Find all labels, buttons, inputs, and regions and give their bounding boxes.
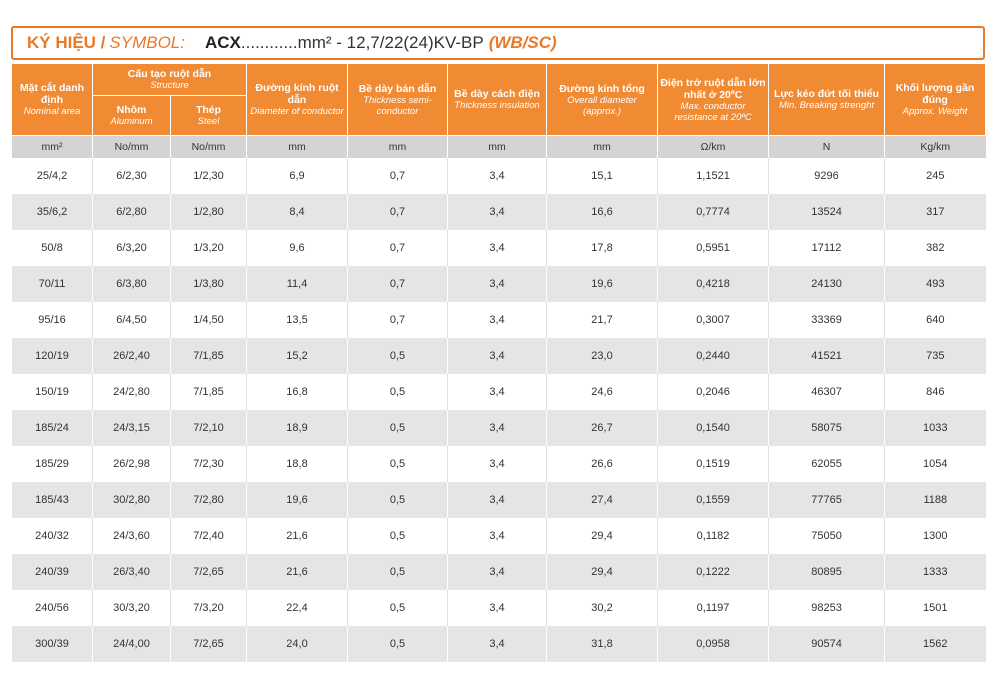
table-cell: 3,4	[448, 590, 547, 626]
table-cell: 80895	[769, 554, 885, 590]
table-cell: 90574	[769, 626, 885, 662]
table-cell: 0,5	[348, 410, 448, 446]
table-cell: 6/3,80	[93, 266, 171, 302]
table-cell: 16,8	[247, 374, 348, 410]
table-cell: 0,5	[348, 554, 448, 590]
table-cell: 6/2,80	[93, 194, 171, 230]
product-suffix: (WB/SC)	[488, 33, 557, 52]
table-cell: 26/2,98	[93, 446, 171, 482]
table-cell: 0,3007	[658, 302, 769, 338]
table-cell: 0,7774	[658, 194, 769, 230]
table-cell: 3,4	[448, 194, 547, 230]
table-cell: 62055	[769, 446, 885, 482]
table-cell: 77765	[769, 482, 885, 518]
table-cell: 240/39	[12, 554, 93, 590]
table-cell: 29,4	[547, 554, 658, 590]
table-row	[12, 446, 986, 482]
table-row	[12, 410, 986, 446]
table-cell: 8,4	[247, 194, 348, 230]
header-weight: Khối lượng gần đúng Approx. Weight	[885, 64, 986, 136]
table-cell: 7/2,65	[171, 554, 247, 590]
unit-cell: mm²	[12, 136, 93, 158]
table-cell: 21,7	[547, 302, 658, 338]
header-overall-diameter: Đường kính tổng Overall diameter (approx.)	[547, 64, 658, 136]
table-cell: 7/3,20	[171, 590, 247, 626]
table-cell: 41521	[769, 338, 885, 374]
table-cell: 7/2,65	[171, 626, 247, 662]
table-cell: 3,4	[448, 266, 547, 302]
header-nominal-area: Mặt cắt danh định Nominal area	[12, 64, 93, 136]
header-diameter: Đường kính ruột dẫn Diameter of conductor	[247, 64, 348, 136]
table-cell: 30/3,20	[93, 590, 171, 626]
table-cell: 0,5	[348, 338, 448, 374]
table-cell: 1033	[885, 410, 986, 446]
table-cell: 1/2,80	[171, 194, 247, 230]
table-cell: 382	[885, 230, 986, 266]
table-cell: 26/3,40	[93, 554, 171, 590]
table-cell: 15,2	[247, 338, 348, 374]
table-cell: 1562	[885, 626, 986, 662]
table-cell: 185/24	[12, 410, 93, 446]
table-cell: 0,5	[348, 374, 448, 410]
table-cell: 185/43	[12, 482, 93, 518]
table-cell: 0,2440	[658, 338, 769, 374]
table-cell: 7/1,85	[171, 374, 247, 410]
table-cell: 150/19	[12, 374, 93, 410]
table-cell: 3,4	[448, 482, 547, 518]
header-resistance: Điện trở ruột dẫn lớn nhất ở 20ºC Max. conductor resistance at 20ºC	[658, 64, 769, 136]
table-cell: 0,7	[348, 158, 448, 194]
table-cell: 1501	[885, 590, 986, 626]
table-cell: 24,6	[547, 374, 658, 410]
table-cell: 7/2,40	[171, 518, 247, 554]
table-cell: 3,4	[448, 158, 547, 194]
table-cell: 33369	[769, 302, 885, 338]
table-row	[12, 482, 986, 518]
table-cell: 18,8	[247, 446, 348, 482]
table-cell: 846	[885, 374, 986, 410]
table-cell: 6/3,20	[93, 230, 171, 266]
table-cell: 3,4	[448, 374, 547, 410]
table-cell: 7/2,30	[171, 446, 247, 482]
table-cell: 21,6	[247, 518, 348, 554]
table-row	[12, 266, 986, 302]
table-cell: 1054	[885, 446, 986, 482]
table-row	[12, 230, 986, 266]
table-cell: 300/39	[12, 626, 93, 662]
table-cell: 24/4,00	[93, 626, 171, 662]
table-cell: 0,5	[348, 518, 448, 554]
table-cell: 0,7	[348, 230, 448, 266]
table-cell: 3,4	[448, 302, 547, 338]
table-cell: 24/3,15	[93, 410, 171, 446]
table-cell: 13,5	[247, 302, 348, 338]
table-cell: 0,1519	[658, 446, 769, 482]
table-row	[12, 158, 986, 194]
table-cell: 493	[885, 266, 986, 302]
unit-cell: Ω/km	[658, 136, 769, 158]
unit-cell: Kg/km	[885, 136, 986, 158]
table-cell: 1/3,80	[171, 266, 247, 302]
table-cell: 0,5951	[658, 230, 769, 266]
table-cell: 19,6	[547, 266, 658, 302]
table-cell: 7/1,85	[171, 338, 247, 374]
table-cell: 29,4	[547, 518, 658, 554]
table-cell: 25/4,2	[12, 158, 93, 194]
table-cell: 1333	[885, 554, 986, 590]
header-steel: Thép Steel	[171, 96, 247, 136]
table-cell: 0,5	[348, 626, 448, 662]
table-cell: 0,1222	[658, 554, 769, 590]
table-cell: 0,7	[348, 266, 448, 302]
table-cell: 16,6	[547, 194, 658, 230]
table-cell: 17112	[769, 230, 885, 266]
header-semi-thickness: Bề dày bán dẫn Thickness semi-conductor	[348, 64, 448, 136]
table-cell: 21,6	[247, 554, 348, 590]
table-cell: 6/4,50	[93, 302, 171, 338]
table-cell: 0,7	[348, 302, 448, 338]
table-cell: 317	[885, 194, 986, 230]
table-cell: 75050	[769, 518, 885, 554]
table-title	[11, 26, 985, 60]
symbol-label-en: SYMBOL:	[109, 33, 185, 52]
table-row	[12, 554, 986, 590]
table-cell: 640	[885, 302, 986, 338]
table-cell: 7/2,80	[171, 482, 247, 518]
unit-cell: mm	[547, 136, 658, 158]
table-cell: 26/2,40	[93, 338, 171, 374]
table-body	[12, 158, 986, 662]
table-cell: 11,4	[247, 266, 348, 302]
table-cell: 6,9	[247, 158, 348, 194]
table-row	[12, 590, 986, 626]
header-aluminum: Nhôm Aluminum	[93, 96, 171, 136]
table-cell: 23,0	[547, 338, 658, 374]
units-row	[12, 136, 986, 158]
table-row	[12, 374, 986, 410]
table-cell: 6/2,30	[93, 158, 171, 194]
table-cell: 0,5	[348, 482, 448, 518]
table-cell: 50/8	[12, 230, 93, 266]
table-cell: 1,1521	[658, 158, 769, 194]
table-cell: 17,8	[547, 230, 658, 266]
table-cell: 3,4	[448, 410, 547, 446]
spec-table	[11, 63, 986, 662]
header-insulation: Bề dày cách điện Thickness insulation	[448, 64, 547, 136]
unit-cell: No/mm	[171, 136, 247, 158]
table-cell: 3,4	[448, 230, 547, 266]
table-cell: 1188	[885, 482, 986, 518]
unit-cell: mm	[247, 136, 348, 158]
table-cell: 95/16	[12, 302, 93, 338]
table-cell: 0,7	[348, 194, 448, 230]
table-cell: 240/56	[12, 590, 93, 626]
table-cell: 19,6	[247, 482, 348, 518]
table-cell: 26,6	[547, 446, 658, 482]
unit-cell: mm	[448, 136, 547, 158]
table-cell: 245	[885, 158, 986, 194]
table-cell: 46307	[769, 374, 885, 410]
table-cell: 120/19	[12, 338, 93, 374]
table-cell: 7/2,10	[171, 410, 247, 446]
table-cell: 0,5	[348, 446, 448, 482]
table-cell: 1/3,20	[171, 230, 247, 266]
table-cell: 0,1559	[658, 482, 769, 518]
table-cell: 24/2,80	[93, 374, 171, 410]
table-cell: 1/2,30	[171, 158, 247, 194]
table-cell: 0,1182	[658, 518, 769, 554]
table-cell: 30/2,80	[93, 482, 171, 518]
product-spec: ............mm² - 12,7/22(24)KV-BP	[240, 33, 484, 52]
table-cell: 185/29	[12, 446, 93, 482]
table-cell: 3,4	[448, 518, 547, 554]
table-row	[12, 626, 986, 662]
table-cell: 18,9	[247, 410, 348, 446]
symbol-label-vi: KÝ HIỆU /	[27, 33, 106, 52]
table-cell: 70/11	[12, 266, 93, 302]
table-cell: 27,4	[547, 482, 658, 518]
table-cell: 3,4	[448, 554, 547, 590]
table-cell: 30,2	[547, 590, 658, 626]
table-cell: 3,4	[448, 446, 547, 482]
table-cell: 0,4218	[658, 266, 769, 302]
table-cell: 1/4,50	[171, 302, 247, 338]
product-code: ACX	[205, 33, 241, 52]
table-cell: 24/3,60	[93, 518, 171, 554]
table-cell: 0,1540	[658, 410, 769, 446]
table-cell: 98253	[769, 590, 885, 626]
table-cell: 24130	[769, 266, 885, 302]
table-cell: 0,0958	[658, 626, 769, 662]
table-cell: 3,4	[448, 338, 547, 374]
table-cell: 22,4	[247, 590, 348, 626]
table-cell: 31,8	[547, 626, 658, 662]
table-cell: 35/6,2	[12, 194, 93, 230]
unit-cell: No/mm	[93, 136, 171, 158]
header-breaking: Lực kéo đứt tối thiểu Min. Breaking strenght	[769, 64, 885, 136]
table-cell: 15,1	[547, 158, 658, 194]
table-cell: 9296	[769, 158, 885, 194]
table-cell: 0,5	[348, 590, 448, 626]
unit-cell: mm	[348, 136, 448, 158]
table-cell: 3,4	[448, 626, 547, 662]
table-cell: 1300	[885, 518, 986, 554]
table-cell: 26,7	[547, 410, 658, 446]
table-cell: 240/32	[12, 518, 93, 554]
table-cell: 13524	[769, 194, 885, 230]
table-row	[12, 338, 986, 374]
header-structure: Cấu tạo ruột dẫn Structure	[93, 64, 247, 96]
table-cell: 9,6	[247, 230, 348, 266]
table-cell: 58075	[769, 410, 885, 446]
table-cell: 0,1197	[658, 590, 769, 626]
table-row	[12, 194, 986, 230]
table-cell: 735	[885, 338, 986, 374]
table-cell: 24,0	[247, 626, 348, 662]
unit-cell: N	[769, 136, 885, 158]
table-cell: 0,2046	[658, 374, 769, 410]
table-row	[12, 302, 986, 338]
table-row	[12, 518, 986, 554]
